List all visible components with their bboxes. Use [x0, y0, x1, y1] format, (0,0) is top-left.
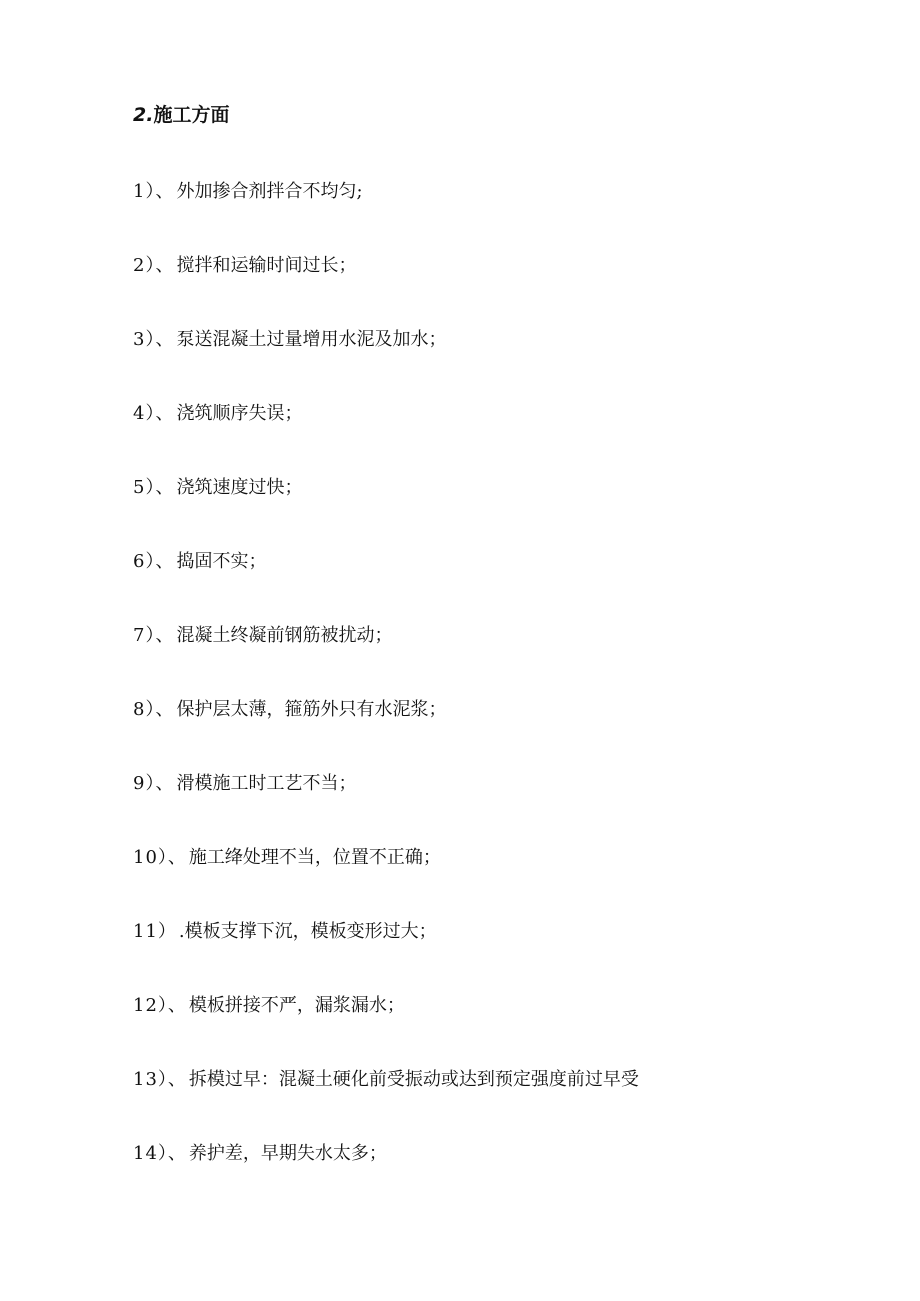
- list-item-marker: 13）、: [133, 1069, 187, 1090]
- list-item-marker: 8）、: [133, 699, 175, 720]
- list-item-text: 拆模过早：混凝土硬化前受振动或达到预定强度前过早受: [188, 1069, 639, 1090]
- list-item-text: 滑模施工时工艺不当；: [176, 773, 357, 794]
- list-item: [133, 179, 639, 253]
- list-item-marker: 14）、: [133, 1143, 187, 1164]
- list-item-text: 浇筑速度过快；: [176, 477, 303, 498]
- list-item-text: .模板支撑下沉，模板变形过大；: [178, 921, 437, 942]
- list-item-text: 外加掺合剂拌合不均匀;: [176, 181, 363, 202]
- list-item: [133, 993, 639, 1067]
- list-item-marker: 12）、: [133, 995, 187, 1016]
- list-item-marker: 2）、: [133, 255, 175, 276]
- section-number: 2.: [133, 104, 154, 126]
- list-item-marker: 7）、: [133, 625, 175, 646]
- section-title: 施工方面: [153, 104, 230, 126]
- list-item: [133, 327, 639, 401]
- list-item-text: 保护层太薄，箍筋外只有水泥浆；: [176, 699, 447, 720]
- list-item-marker: 10）、: [133, 847, 187, 868]
- list-item-text: 泵送混凝土过量增用水泥及加水；: [176, 329, 447, 350]
- list-item-marker: 6）、: [133, 551, 175, 572]
- list-item: [133, 697, 639, 771]
- section-heading: [133, 102, 229, 128]
- list-item: [133, 401, 639, 475]
- list-item: [133, 1067, 639, 1141]
- list-item-marker: 4）、: [133, 403, 175, 424]
- list-item: [133, 475, 639, 549]
- list-item: [133, 253, 639, 327]
- list-item: [133, 1141, 639, 1215]
- list-item-marker: 9）、: [133, 773, 175, 794]
- list-item: [133, 623, 639, 697]
- list-item-marker: 5）、: [133, 477, 175, 498]
- list-item-marker: 11）: [133, 921, 177, 942]
- cause-list: [133, 179, 639, 1215]
- list-item: [133, 919, 639, 993]
- list-item: [133, 549, 639, 623]
- list-item-text: 搅拌和运输时间过长；: [176, 255, 357, 276]
- list-item-text: 混凝土终凝前钢筋被扰动；: [176, 625, 393, 646]
- list-item-text: 养护差，早期失水太多；: [188, 1143, 387, 1164]
- list-item-text: 施工绛处理不当，位置不正确；: [188, 847, 441, 868]
- list-item-text: 捣固不实；: [176, 551, 267, 572]
- list-item: [133, 845, 639, 919]
- list-item-marker: 3）、: [133, 329, 175, 350]
- list-item-text: 浇筑顺序失误；: [176, 403, 303, 424]
- list-item-marker: 1）、: [133, 181, 175, 202]
- list-item-text: 模板拼接不严，漏浆漏水；: [188, 995, 405, 1016]
- list-item: [133, 771, 639, 845]
